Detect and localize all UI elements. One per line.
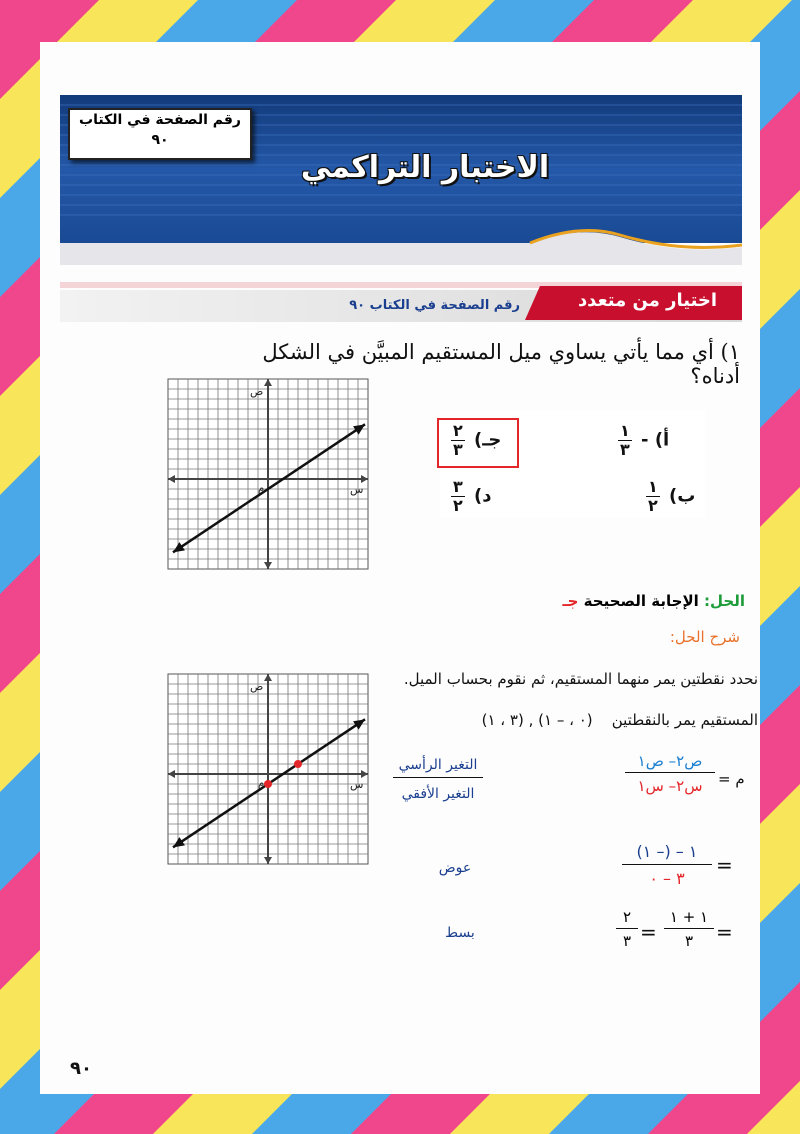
solution-answer-line [430, 592, 745, 610]
equals-sign-2: = [716, 920, 733, 944]
question-graph [160, 375, 380, 580]
page-reference-number: ٩٠ [151, 132, 169, 148]
origin-label: م [258, 778, 265, 789]
option-b[interactable] [643, 478, 695, 515]
option-a-label: أ) [654, 429, 670, 451]
slope-formula [625, 752, 715, 795]
simplify-label: بسط [445, 925, 475, 941]
simplify-fraction-1 [664, 908, 714, 950]
substitution-numerator: ١ – (– ١) [622, 842, 712, 865]
points-values: (٠ ، – ١) , (٣ ، ١) [481, 711, 593, 729]
option-b-numerator: ١ [648, 477, 658, 496]
option-b-fraction [646, 478, 660, 515]
solution-answer-letter: جـ [562, 592, 579, 610]
question-text: ١) أي مما يأتي يساوي ميل المستقيم المبيَّن في الشكل أدناه؟ [262, 340, 740, 388]
equals-sign-3: = [640, 920, 657, 944]
section-page-reference: رقم الصفحة في الكتاب ٩٠ [349, 298, 520, 313]
page-number: ٩٠ [70, 1058, 92, 1079]
explanation-line-1: نحدد نقطتين يمر منهما المستقيم، ثم نقوم بحساب الميل. [403, 670, 758, 688]
solution-graph [160, 670, 380, 875]
substitute-label: عوض [438, 860, 472, 876]
x-axis-label: س [350, 483, 364, 496]
option-a[interactable] [615, 422, 669, 459]
simplify-fraction-2 [616, 908, 638, 950]
formula-denominator: س٢– س١ [637, 777, 703, 795]
page-title: الاختبار التراكمي [300, 150, 550, 185]
explanation-line-2 [380, 711, 758, 729]
simplify-numerator-1: ١ + ١ [664, 908, 714, 929]
solution-label: الحل: [704, 592, 745, 610]
equals-sign-1: = [716, 853, 733, 877]
option-b-denominator: ٢ [648, 496, 658, 515]
option-c-label: جـ) [474, 429, 502, 451]
page-reference-box [68, 108, 252, 160]
y-axis-label: ص [250, 385, 264, 398]
option-a-denominator: ٣ [620, 440, 630, 459]
option-b-label: ب) [669, 485, 696, 507]
points-prefix: المستقيم يمر بالنقطتين [611, 711, 758, 729]
option-c-numerator: ٢ [453, 421, 463, 440]
point-0-neg1 [264, 780, 272, 788]
explanation-label: شرح الحل: [669, 628, 740, 646]
origin-label: م [258, 483, 265, 494]
option-c-fraction [451, 422, 465, 459]
simplify-denominator-2: ٣ [622, 932, 632, 950]
option-a-numerator: ١ [620, 421, 630, 440]
vertical-change-label: التغير الرأسي [393, 757, 483, 778]
y-axis-label: ص [250, 680, 264, 693]
option-d-denominator: ٢ [453, 496, 463, 515]
change-ratio [393, 757, 483, 802]
section-title: اختيار من متعدد [577, 290, 718, 311]
x-axis-label: س [350, 778, 364, 791]
page-reference-label: رقم الصفحة في الكتاب [79, 112, 241, 128]
option-a-sign: - [641, 429, 649, 451]
solution-answer-text: الإجابة الصحيحة [583, 592, 699, 610]
option-d-numerator: ٣ [453, 477, 463, 496]
option-c-denominator: ٣ [453, 440, 463, 459]
formula-numerator: ص٢– ص١ [625, 752, 715, 773]
option-a-fraction [618, 422, 632, 459]
simplify-denominator-1: ٣ [684, 932, 694, 950]
substitution-fraction [622, 842, 712, 888]
option-c[interactable] [448, 422, 501, 459]
option-d[interactable] [448, 478, 492, 515]
simplify-numerator-2: ٢ [616, 908, 638, 929]
point-3-1 [294, 760, 302, 768]
option-d-label: د) [474, 485, 492, 507]
horizontal-change-label: التغير الأفقي [401, 786, 475, 802]
substitution-denominator: ٣ – ٠ [649, 869, 685, 888]
option-d-fraction [451, 478, 465, 515]
slope-symbol: م = [718, 770, 745, 788]
